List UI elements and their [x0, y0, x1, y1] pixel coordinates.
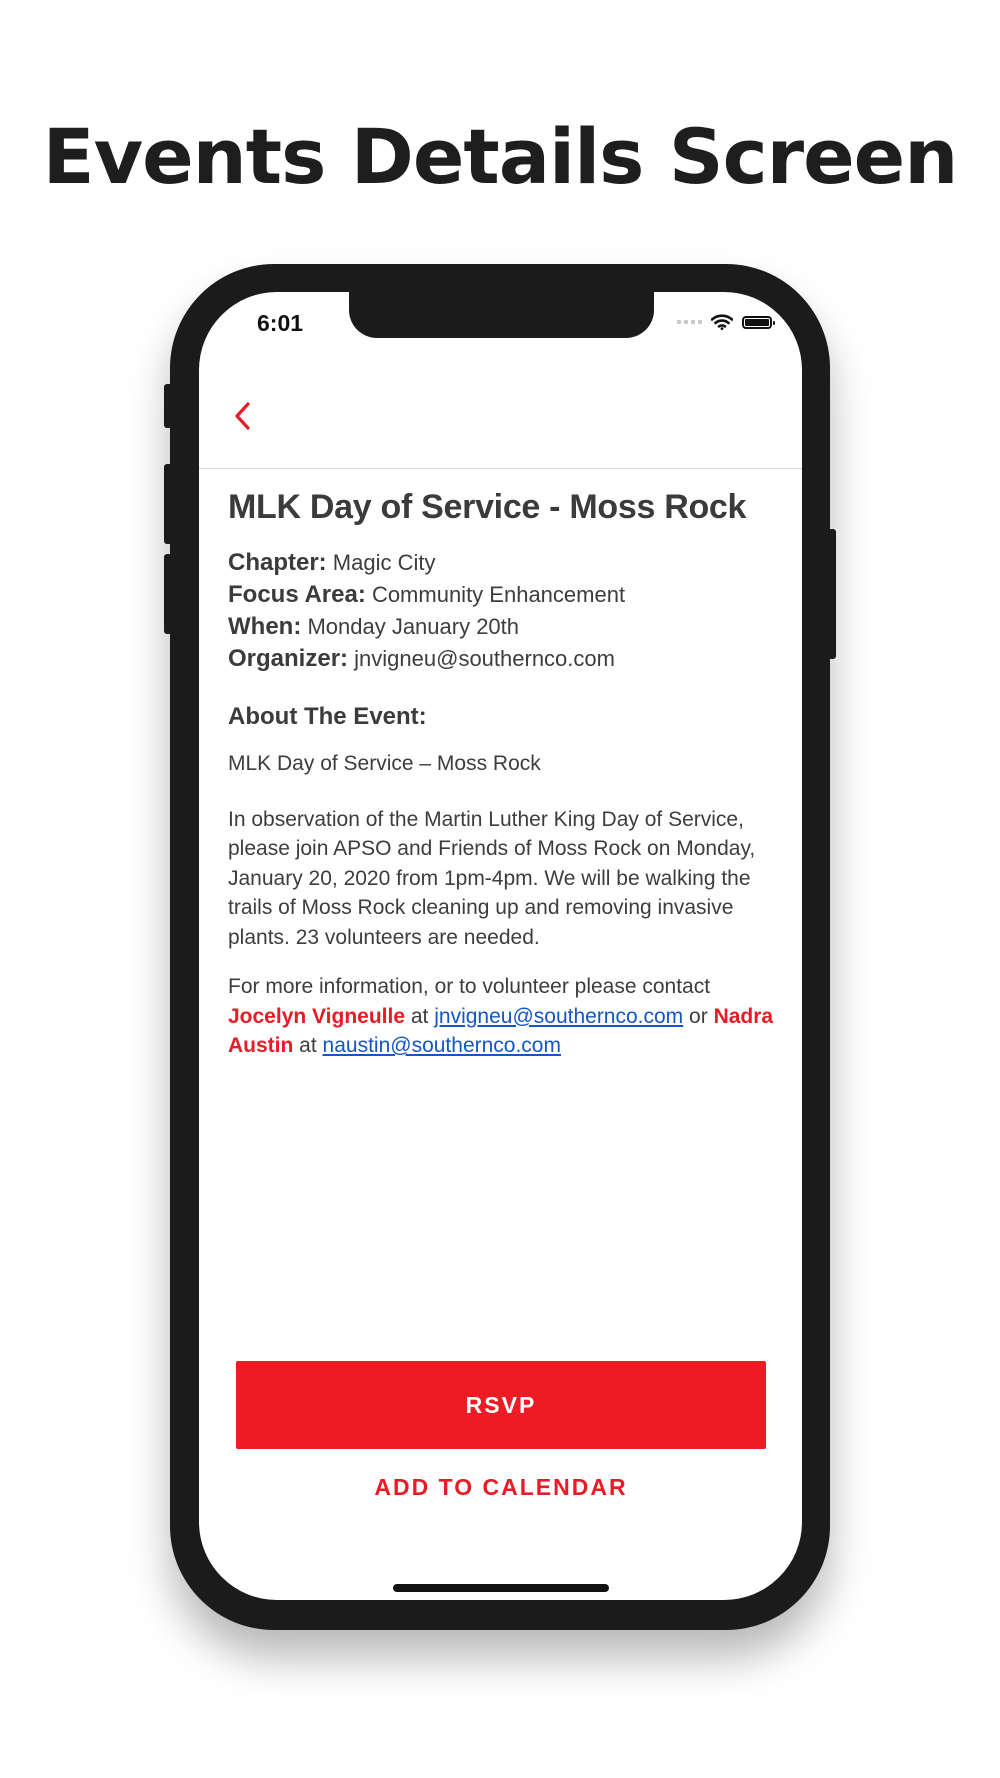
organizer-label: Organizer: — [228, 645, 349, 672]
signal-icon — [677, 320, 702, 324]
nav-bar — [199, 372, 802, 469]
battery-icon — [742, 316, 772, 329]
contact-name-1: Jocelyn Vigneulle — [228, 1004, 406, 1028]
contact-email-link-2[interactable]: naustin@southernco.com — [322, 1034, 561, 1057]
contact-info — [228, 972, 778, 1061]
contact-email-link-1[interactable]: jnvigneu@southernco.com — [434, 1004, 684, 1028]
organizer-value: jnvigneu@southernco.com — [354, 646, 615, 671]
contact-at-2: at — [299, 1034, 317, 1057]
rsvp-button[interactable]: RSVP — [236, 1361, 766, 1449]
contact-at-1: at — [410, 1004, 429, 1028]
chevron-left-icon — [233, 401, 251, 431]
event-title: MLK Day of Service - Moss Rock — [228, 488, 747, 526]
status-time: 6:01 — [257, 310, 304, 336]
chapter-row — [228, 547, 778, 579]
contact-intro: For more information, or to volunteer please contact — [228, 975, 711, 998]
volume-down-button — [164, 554, 172, 634]
phone-screen — [199, 292, 802, 1600]
page-heading: Events Details Screen — [42, 112, 958, 201]
phone-frame — [170, 264, 830, 1630]
add-to-calendar-button[interactable]: ADD TO CALENDAR — [374, 1473, 628, 1500]
when-row — [228, 611, 778, 643]
back-button[interactable] — [225, 394, 259, 438]
about-heading: About The Event: — [228, 703, 427, 730]
chapter-value: Magic City — [332, 550, 436, 575]
contact-or: or — [689, 1004, 708, 1028]
power-button — [828, 529, 836, 659]
organizer-row — [228, 643, 778, 675]
when-value: Monday January 20th — [307, 614, 520, 639]
status-icons — [677, 314, 772, 330]
mute-switch — [164, 384, 172, 428]
wifi-icon — [711, 314, 733, 330]
event-content — [228, 488, 778, 1081]
notch — [349, 292, 654, 338]
about-subtitle: MLK Day of Service – Moss Rock — [228, 752, 541, 775]
home-indicator[interactable] — [393, 1584, 609, 1592]
event-description: In observation of the Martin Luther King Day of Service, please join APSO and Friends of Moss Rock on Monday, January 20, 2020 from 1pm-4pm. We will be walking the trails of Moss Rock cleaning up and removing invasive plants. 23 volunteers are needed. — [228, 807, 756, 949]
when-label: When: — [228, 613, 302, 640]
volume-up-button — [164, 464, 172, 544]
chapter-label: Chapter: — [228, 549, 327, 576]
focus-area-row — [228, 579, 778, 611]
focus-area-value: Community Enhancement — [371, 582, 626, 607]
contact-name-2: Nadra Austin — [228, 1004, 774, 1057]
focus-area-label: Focus Area: — [228, 581, 366, 608]
